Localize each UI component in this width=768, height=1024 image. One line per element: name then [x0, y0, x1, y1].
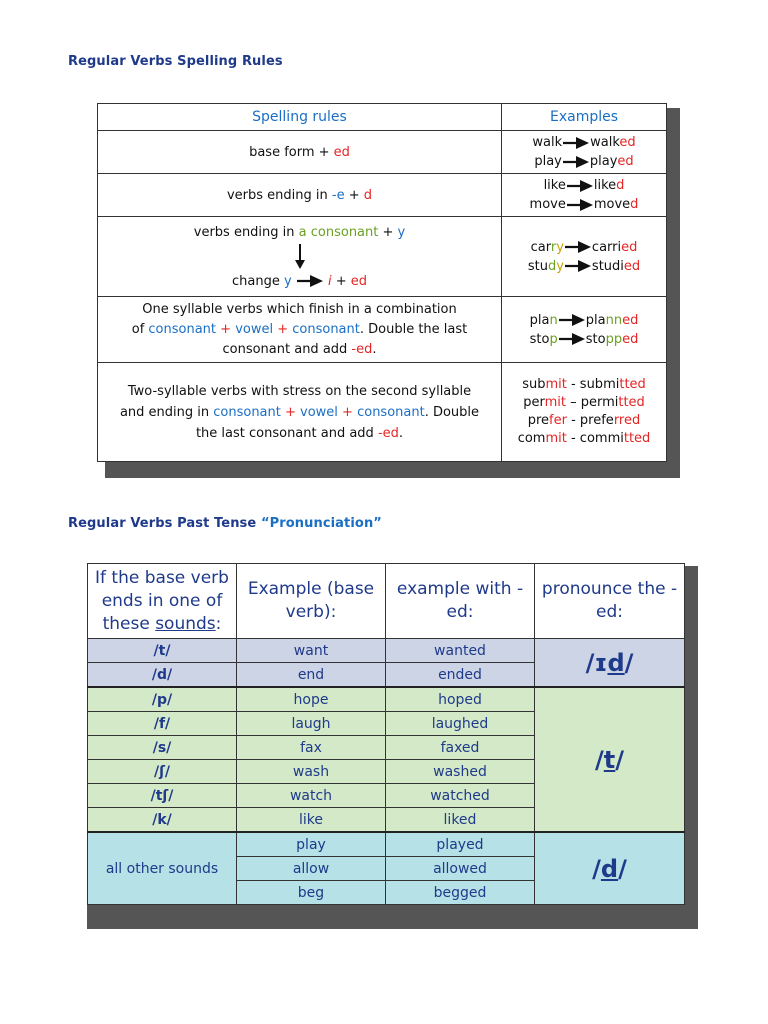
past-verb-cell: watched	[386, 784, 535, 808]
text-segment: mit	[544, 395, 566, 410]
pronunciation-table	[87, 563, 685, 905]
sound-cell: /ʃ/	[88, 760, 237, 784]
past-verb-cell: wanted	[386, 639, 535, 663]
pronunciation-cell: /t/	[535, 687, 685, 832]
text-line	[102, 300, 497, 320]
text-segment: consonant	[292, 321, 360, 337]
text-segment: per	[523, 395, 545, 410]
sound-cell: /p/	[88, 687, 237, 712]
arrow-right-icon	[564, 240, 592, 255]
arrow-right-icon	[564, 259, 592, 274]
col-header-examples: Examples	[502, 104, 667, 131]
text-segment: ed	[622, 312, 639, 328]
text-segment: Two-syllable verbs with stress on the second syllable	[127, 383, 472, 399]
sound-cell: /t/	[88, 639, 237, 663]
text-segment: ed	[617, 154, 634, 169]
text-segment: i	[327, 273, 332, 289]
text-segment: ed	[350, 273, 367, 289]
text-segment: +	[280, 404, 301, 420]
text-segment: -ed	[377, 425, 399, 441]
text-line	[102, 423, 497, 444]
past-verb-cell: played	[386, 832, 535, 857]
text-segment: y	[283, 273, 292, 289]
example-pair	[506, 311, 662, 330]
example-pair	[506, 257, 662, 276]
text-segment: consonant	[148, 321, 217, 337]
text-segment: mit	[545, 377, 567, 392]
text-segment: a consonant	[298, 224, 379, 240]
text-segment: ed	[619, 135, 636, 150]
pronunciation-cell: /ɪd/	[535, 639, 685, 688]
text-segment: consonant	[213, 404, 281, 420]
text-segment: walk	[532, 135, 563, 150]
table-row	[88, 639, 685, 663]
text-segment: the last consonant and add	[195, 425, 378, 441]
base-verb-cell: laugh	[237, 712, 386, 736]
text-segment: y	[397, 224, 406, 240]
text-line	[102, 320, 497, 340]
text-segment: move	[593, 197, 631, 212]
text-segment: sto	[529, 331, 550, 347]
arrow-right-icon	[296, 275, 324, 287]
table-row	[88, 832, 685, 857]
sound-cell: /f/	[88, 712, 237, 736]
text-segment: – permi	[565, 395, 619, 410]
base-verb-cell: watch	[237, 784, 386, 808]
base-verb-cell: hope	[237, 687, 386, 712]
text-segment: base form +	[249, 144, 334, 160]
text-segment: fer	[549, 413, 567, 428]
text-segment: -e	[331, 187, 345, 203]
base-verb-cell: like	[237, 808, 386, 833]
sound-cell: /k/	[88, 808, 237, 833]
arrow-right-icon	[558, 313, 586, 328]
examples-cell	[502, 217, 667, 297]
text-segment: y	[556, 258, 564, 274]
text-segment: d	[547, 258, 557, 274]
heading-quoted: “Pronunciation”	[260, 516, 382, 531]
text-segment: carri	[591, 239, 622, 255]
text-segment: tted	[623, 431, 651, 446]
example-pair	[506, 133, 662, 152]
text-segment: like	[543, 178, 566, 193]
text-segment: ed	[622, 331, 639, 347]
heading-text: Regular Verbs Past Tense	[68, 516, 261, 531]
text-segment: car	[530, 239, 551, 255]
text-segment: - submi	[566, 377, 620, 392]
text-segment: d	[616, 178, 625, 193]
past-verb-cell: liked	[386, 808, 535, 833]
sound-cell: all other sounds	[88, 832, 237, 905]
text-segment: rred	[613, 413, 641, 428]
rule-cell	[98, 131, 502, 174]
text-segment: stu	[527, 258, 548, 274]
example-pair	[506, 152, 662, 171]
rule-cell	[98, 363, 502, 462]
arrow-right-icon	[562, 154, 590, 169]
past-verb-cell: allowed	[386, 857, 535, 881]
text-segment: +	[273, 321, 293, 337]
spelling-rules-heading: Regular Verbs Spelling Rules	[68, 54, 283, 69]
text-segment: -ed	[351, 341, 373, 357]
past-verb-cell: begged	[386, 881, 535, 905]
text-segment: mit	[545, 431, 567, 446]
sound-cell: /d/	[88, 663, 237, 688]
text-segment: One syllable verbs which finish in a combination	[142, 301, 457, 317]
text-segment: consonant	[357, 404, 425, 420]
rule-cell	[98, 174, 502, 217]
text-segment: consonant and add	[222, 341, 352, 357]
example-pair	[506, 238, 662, 257]
text-segment: ed	[623, 258, 641, 274]
pronunciation-cell: /d/	[535, 832, 685, 905]
base-verb-cell: want	[237, 639, 386, 663]
text-segment: vowel	[300, 404, 338, 420]
text-segment: - commi	[566, 431, 624, 446]
base-verb-cell: fax	[237, 736, 386, 760]
text-line	[506, 394, 662, 412]
text-line	[102, 402, 497, 423]
rule-cell	[98, 297, 502, 363]
base-verb-cell: wash	[237, 760, 386, 784]
text-segment: +	[337, 404, 358, 420]
col-header-sounds: If the base verb ends in one of these sounds:	[88, 564, 237, 639]
text-segment: tted	[619, 377, 646, 392]
arrow-right-icon	[562, 135, 590, 150]
text-segment: studi	[591, 258, 624, 274]
text-segment: p	[549, 331, 558, 347]
arrow-right-icon	[566, 197, 594, 212]
text-segment: +	[378, 224, 398, 240]
text-segment: . Double	[424, 404, 480, 420]
past-verb-cell: laughed	[386, 712, 535, 736]
text-segment: verbs ending in	[193, 224, 299, 240]
text-segment: walk	[590, 135, 620, 150]
text-segment: pre	[527, 413, 550, 428]
examples-cell	[502, 174, 667, 217]
text-line	[102, 340, 497, 360]
text-segment: tted	[618, 395, 645, 410]
text-segment: +	[344, 187, 364, 203]
past-verb-cell: faxed	[386, 736, 535, 760]
text-line	[102, 381, 497, 402]
base-verb-cell: end	[237, 663, 386, 688]
past-verb-cell: ended	[386, 663, 535, 688]
text-segment: pla	[529, 312, 550, 328]
col-header-pronounce: pronounce the -ed:	[535, 564, 685, 639]
text-segment: d	[630, 197, 639, 212]
text-segment: play	[589, 154, 618, 169]
col-header-spelling-rules: Spelling rules	[98, 104, 502, 131]
examples-cell	[502, 131, 667, 174]
text-line	[506, 412, 662, 430]
text-segment: sub	[522, 377, 546, 392]
text-segment: play	[534, 154, 562, 169]
examples-cell	[502, 297, 667, 363]
spelling-rules-table	[97, 103, 667, 462]
text-segment: n	[549, 312, 558, 328]
arrow-right-icon	[558, 332, 586, 347]
arrow-down-icon	[294, 244, 306, 270]
examples-cell	[502, 363, 667, 462]
col-header-with-ed: example with -ed:	[386, 564, 535, 639]
text-line	[506, 430, 662, 448]
text-segment: - prefe	[566, 413, 614, 428]
text-segment: nn	[605, 312, 623, 328]
col-header-base-verb: Example (base verb):	[237, 564, 386, 639]
text-segment: d	[363, 187, 373, 203]
example-pair	[506, 330, 662, 349]
past-verb-cell: hoped	[386, 687, 535, 712]
base-verb-cell: allow	[237, 857, 386, 881]
text-segment: move	[529, 197, 566, 212]
text-segment: sto	[585, 331, 606, 347]
text-segment: and ending in	[119, 404, 214, 420]
text-line	[506, 376, 662, 394]
text-segment: .	[398, 425, 404, 441]
text-segment: +	[331, 273, 351, 289]
text-segment: y	[556, 239, 564, 255]
text-segment: . Double the last	[359, 321, 468, 337]
text-segment: verbs ending in	[226, 187, 332, 203]
text-segment: r	[550, 239, 557, 255]
table-row	[88, 687, 685, 712]
pronunciation-heading	[68, 516, 382, 531]
text-segment: pp	[605, 331, 623, 347]
text-segment: +	[216, 321, 236, 337]
text-segment: .	[372, 341, 377, 357]
arrow-right-icon	[566, 178, 594, 193]
sound-cell: /s/	[88, 736, 237, 760]
base-verb-cell: beg	[237, 881, 386, 905]
text-segment: of	[131, 321, 149, 337]
past-verb-cell: washed	[386, 760, 535, 784]
text-segment: com	[517, 431, 546, 446]
example-pair	[506, 195, 662, 214]
sound-cell: /tʃ/	[88, 784, 237, 808]
text-segment: ed	[333, 144, 350, 160]
text-segment: change	[231, 273, 284, 289]
text-segment: ed	[621, 239, 638, 255]
example-pair	[506, 176, 662, 195]
base-verb-cell: play	[237, 832, 386, 857]
text-segment: like	[593, 178, 617, 193]
rule-cell	[98, 217, 502, 297]
text-segment: vowel	[235, 321, 274, 337]
text-segment: pla	[585, 312, 606, 328]
